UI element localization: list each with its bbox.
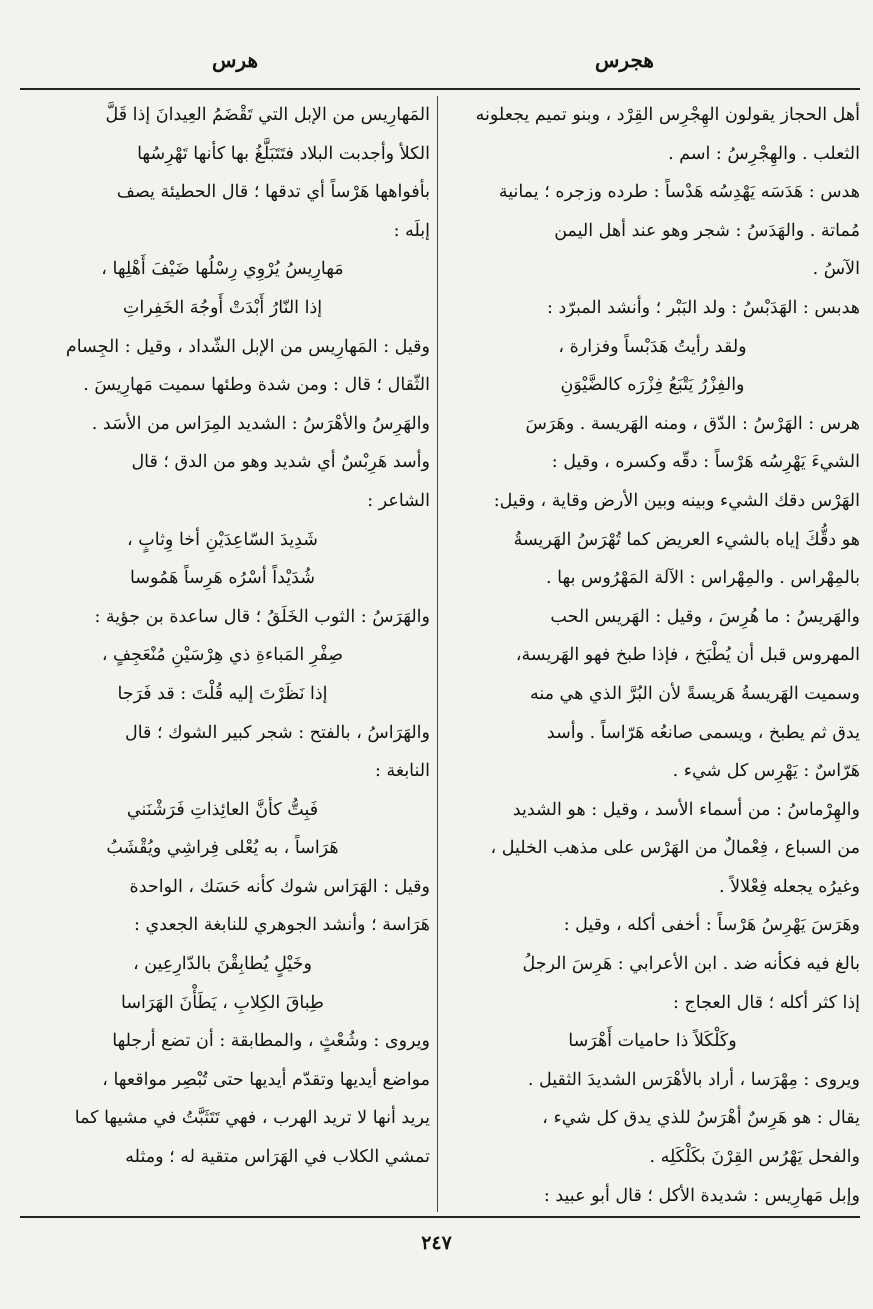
top-rule: [20, 88, 860, 90]
text-line: وهَرَسَ يَهْرِسُ هَرْساً : أخفى أكله ، وقيل :: [563, 915, 860, 936]
text-line: هو دقُّكَ إياه بالشيء العريض كما تُهْرَسُ الهَريسةُ: [513, 529, 860, 550]
text-line: هدبس : الهَدَبْسُ : ولد البَبْر ؛ وأنشد المبرّد :: [547, 297, 860, 318]
text-line: والهِرْماسُ : من أسماء الأسد ، وقيل : هو الشديد: [512, 799, 860, 820]
text-line: والهَرِسُ والأهْرَسُ : الشديد المِرَاس من الأسَد .: [91, 413, 430, 434]
text-line: تمشي الكلاب في الهَرَاس متقية له ؛ ومثله: [125, 1147, 430, 1168]
text-line: إذا كثر أكله ؛ قال العجاج :: [673, 992, 860, 1013]
text-line: صِفْرِ المَباءةِ ذي هِرْسَيْنِ مُنْعَجِفٍ ،: [101, 645, 344, 666]
text-line: وخَيْلٍ يُطابِقْنَ بالدّارِعِين ،: [133, 954, 312, 975]
text-line: هَرّاسٌ : يَهْرِس كل شيء .: [672, 761, 860, 782]
text-line: ويروى : وشُعْثٍ ، والمطابقة : أن تضع أرجلها: [112, 1031, 430, 1052]
text-line: من السباع ، فِعْمالٌ من الهَرْس على مذهب الخليل ،: [490, 838, 860, 859]
text-line: بالمِهْراس . والمِهْراس : الآلة المَهْرُوس بها .: [546, 568, 860, 589]
text-line: النابغة :: [375, 761, 430, 782]
text-line: والهَرَسُ : الثوب الخَلَقُ ؛ قال ساعدة بن جؤية :: [94, 606, 430, 627]
text-line: المَهارِيس من الإبل التي تَقْضَمُ العِيدانَ إذا قَلَّ: [105, 105, 430, 125]
column-divider: [437, 96, 438, 1212]
text-line: الثعلب . والهِجْرِسُ : اسم .: [668, 143, 860, 164]
text-line: ولقد رأيتُ هَدَبْساً وفزارة ،: [558, 336, 747, 357]
right-column: [445, 96, 860, 1208]
text-line: أهل الحجاز يقولون الهِجْرِس القِرْد ، وبنو تميم يجعلونه: [475, 105, 860, 125]
text-line: وقيل : الهَرَاس شوك كأنه حَسَك ، الواحدة: [129, 876, 430, 897]
text-line: يريد أنها لا تريد الهرب ، فهي تَتَثَبَّتُ في مشيها كما: [74, 1108, 430, 1129]
bottom-rule: [20, 1216, 860, 1218]
text-line: هرس : الهَرْسُ : الدّق ، ومنه الهَريسة . وهَرَسَ: [525, 413, 860, 434]
text-line: يقال : هو هَرِسٌ أهْرَسُ للذي يدق كل شيء ،: [542, 1108, 860, 1129]
text-line: وكَلْكَلاً ذا حاميات أَهْرَسا: [568, 1031, 737, 1052]
text-line: والهَرَاسُ ، بالفتح : شجر كبير الشوك ؛ قال: [124, 722, 430, 743]
text-line: بأفواهها هَرْساً أي تدقها ؛ قال الحطيئة يصف: [116, 182, 430, 203]
text-line: مُماتة . والهَدَسُ : شجر وهو عند أهل اليمن: [554, 220, 860, 241]
text-line: طِباقَ الكِلابِ ، يَطَأْنَ الهَرَاسا: [121, 992, 324, 1013]
text-line: يدق ثم يطبخ ، ويسمى صانعُه هَرّاساً . وأسد: [546, 722, 860, 743]
text-line: ويروى : مِهْرَسا ، أراد بالأهْرَس الشديدَ الثقيل .: [527, 1069, 860, 1090]
text-line: وقيل : المَهارِيس من الإبل الشّداد ، وقيل : الجِسام: [65, 336, 430, 357]
text-line: الشاعر :: [367, 490, 430, 511]
text-line: وغيرُه يجعله فِعْلالاً .: [719, 876, 860, 897]
text-line: إبلَه :: [393, 220, 430, 241]
text-line: الثّقال ؛ قال : ومن شدة وطئها سميت مَهارِيسَ .: [83, 375, 430, 396]
text-line: والفِزْرُ يَتْبَعُ فِزْرَه كالضَّيْوَنِ: [560, 375, 745, 396]
text-line: فَبِتُّ كأنَّ العائِذاتِ فَرَشْنَني: [126, 799, 319, 820]
text-line: شُدَيْداً أسْرُه هَرِساً هَمُوسا: [129, 568, 316, 589]
text-line: وأسد هَرِبْسٌ أي شديد وهو من الدق ؛ قال: [131, 452, 430, 473]
text-line: هَرَاساً ، به يُعْلى فِراشِي ويُقْشَبُ: [106, 838, 339, 859]
text-line: الكلأ وأجدبت البلاد فتَتَبَلَّغُ بها كأنها تَهْرِسُها: [137, 143, 430, 164]
text-line: إذا نَظَرْتَ إليه قُلْتَ : قد فَرَجا: [117, 683, 328, 704]
text-line: إذا النّارُ أَبْدَتْ أَوجُهَ الخَفِراتِ: [122, 297, 323, 318]
text-line: مَهارِيسُ يُرْوِي رِسْلُها ضَيْفَ أَهْلِها ،: [101, 259, 344, 280]
text-line: شَدِيدَ السّاعِدَيْنِ أخا وِثابٍ ،: [127, 529, 318, 550]
text-line: هَرَاسة ؛ وأنشد الجوهري للنابغة الجعدي :: [134, 915, 430, 936]
text-line: بالغ فيه فكأنه ضد . ابن الأعرابي : هَرِسَ الرجلُ: [522, 954, 860, 975]
text-line: هدس : هَدَسَه يَهْدِسُه هَدْساً : طرده وزجره ؛ يمانية: [498, 182, 860, 203]
running-head-right: هجرس: [595, 48, 654, 72]
page-number: ٢٤٧: [421, 1232, 452, 1254]
text-line: الهَرْس دقك الشيء وبينه وبين الأرض وقاية ، وقيل:: [493, 490, 860, 511]
running-head-left: هرس: [212, 48, 258, 72]
text-line: المهروس قبل أن يُطْبَخ ، فإذا طبخ فهو الهَريسة،: [515, 645, 860, 666]
text-line: الآسُ .: [812, 259, 860, 280]
text-line: مواضع أيديها وتقدّم أيديها حتى تُبْصِر مواقعها ،: [102, 1069, 430, 1090]
text-line: والهَريسُ : ما هُرِسَ ، وقيل : الهَريس الحب: [550, 606, 860, 627]
text-line: وإبل مَهارِيس : شديدة الأكل ؛ قال أبو عبيد :: [543, 1185, 860, 1206]
left-column: [15, 96, 430, 1208]
text-line: الشيءَ يَهْرِسُه هَرْساً : دقّه وكسره ، وقيل :: [551, 452, 860, 473]
text-line: وسميت الهَريسةُ هَريسةً لأن البُرَّ الذي هي منه: [529, 683, 860, 704]
text-line: والفحل يَهْرُس القِرْنَ بكَلْكَلِه .: [649, 1147, 860, 1168]
